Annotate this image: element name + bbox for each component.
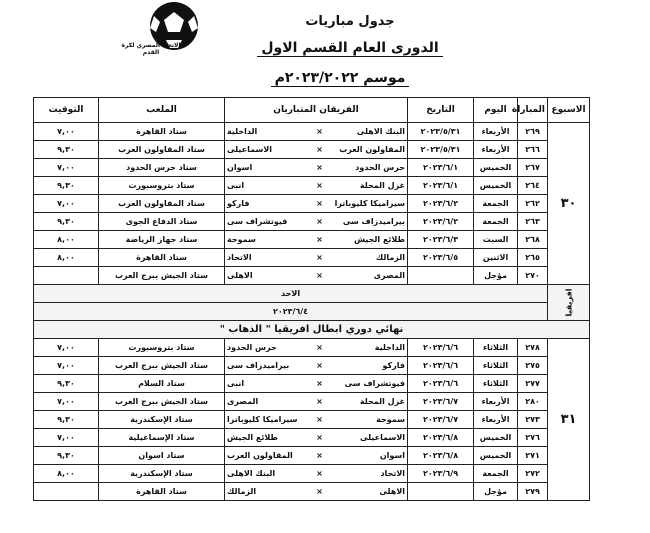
versus-mark: × (312, 231, 328, 249)
team-1: بيراميدزاف سى (328, 213, 408, 231)
match-venue: ستاد جهاز الرياضة (99, 231, 225, 249)
match-time: ٧,٠٠ (34, 339, 99, 357)
versus-mark: × (312, 339, 328, 357)
versus-mark: × (312, 483, 328, 501)
table-row (34, 267, 590, 285)
versus-mark: × (312, 249, 328, 267)
match-day: الخميس (474, 159, 518, 177)
team-2: المصرى (225, 393, 312, 411)
match-time: ٧,٠٠ (34, 123, 99, 141)
team-2: المقاولون العرب (225, 447, 312, 465)
match-date: ٢٠٢٣/٦/٧ (408, 393, 474, 411)
match-date: ٢٠٢٣/٦/٧ (408, 411, 474, 429)
table-row (34, 231, 590, 249)
subtitle-text: الدورى العام القسم الاول (257, 40, 442, 57)
week-31-group (34, 339, 590, 501)
africa-row-day (34, 285, 590, 303)
team-1: الاتحاد (328, 465, 408, 483)
team-2: طلائع الجيش (225, 429, 312, 447)
match-date: ٢٠٢٣/٦/٢ (408, 195, 474, 213)
match-time (34, 483, 99, 501)
versus-mark: × (312, 195, 328, 213)
team-2: فاركو (225, 195, 312, 213)
match-time: ٩,٣٠ (34, 141, 99, 159)
match-time: ٩,٣٠ (34, 375, 99, 393)
versus-mark: × (312, 177, 328, 195)
versus-mark: × (312, 159, 328, 177)
versus-mark: × (312, 411, 328, 429)
team-2: فيوتشراف سى (225, 213, 312, 231)
match-number: ٢٧٢ (518, 465, 548, 483)
match-date: ٢٠٢٣/٦/٦ (408, 339, 474, 357)
match-time: ٨,٠٠ (34, 231, 99, 249)
team-2: حرس الحدود (225, 339, 312, 357)
africa-row-date (34, 303, 590, 321)
match-date: ٢٠٢٣/٦/٢ (408, 213, 474, 231)
table-row (34, 447, 590, 465)
team-2: الاهلى (225, 267, 312, 285)
match-time: ٨,٠٠ (34, 249, 99, 267)
team-2: سيراميكا كليوباترا (225, 411, 312, 429)
africa-event: نهائي دوري ابطال افريقيا " الذهاب " (34, 321, 590, 339)
table-row (34, 339, 590, 357)
table-row (34, 357, 590, 375)
team-1: الاهلى (328, 483, 408, 501)
match-time: ٨,٠٠ (34, 465, 99, 483)
africa-week-label: افريقيا (564, 288, 574, 317)
team-1: غزل المحلة (328, 177, 408, 195)
match-date (408, 267, 474, 285)
match-day: الخميس (474, 177, 518, 195)
versus-mark: × (312, 393, 328, 411)
match-time: ٩,٣٠ (34, 447, 99, 465)
match-date: ٢٠٢٣/٦/٦ (408, 357, 474, 375)
team-2: الزمالك (225, 483, 312, 501)
versus-mark: × (312, 357, 328, 375)
match-day: الجمعة (474, 195, 518, 213)
page-title (50, 14, 650, 29)
match-date: ٢٠٢٣/٦/٨ (408, 429, 474, 447)
header-teams: الفريقان المتباريان (225, 98, 408, 123)
match-day: الأربعاء (474, 393, 518, 411)
match-day: الثلاثاء (474, 357, 518, 375)
match-venue: ستاد الإسماعيلية (99, 429, 225, 447)
match-venue: ستاد حرس الحدود (99, 159, 225, 177)
match-venue: ستاد المقاولون العرب (99, 141, 225, 159)
week-number: ٣٠ (548, 123, 590, 285)
match-number: ٢٦٣ (518, 213, 548, 231)
logo-text: الاتحاد المصري لكرة القدم (121, 42, 181, 56)
team-2: بيراميدزاف سى (225, 357, 312, 375)
table-row (34, 411, 590, 429)
table-row (34, 465, 590, 483)
team-1: فاركو (328, 357, 408, 375)
header-venue: الملعب (99, 98, 225, 123)
versus-mark: × (312, 447, 328, 465)
match-number: ٢٦٥ (518, 249, 548, 267)
africa-row-event (34, 321, 590, 339)
title-text: جدول مباريات (305, 14, 395, 29)
match-date: ٢٠٢٣/٦/٩ (408, 465, 474, 483)
versus-mark: × (312, 429, 328, 447)
header-match: المباراة (518, 98, 548, 123)
versus-mark: × (312, 267, 328, 285)
match-venue: ستاد القاهرة (99, 483, 225, 501)
match-time: ٧,٠٠ (34, 357, 99, 375)
versus-mark: × (312, 213, 328, 231)
team-1: البنك الاهلى (328, 123, 408, 141)
team-1: طلائع الجيش (328, 231, 408, 249)
header-date: التاريخ (408, 98, 474, 123)
team-2: البنك الاهلى (225, 465, 312, 483)
match-time: ٧,٠٠ (34, 429, 99, 447)
team-2: الاتحاد (225, 249, 312, 267)
match-day: الجمعة (474, 465, 518, 483)
team-1: سموحة (328, 411, 408, 429)
match-date: ٢٠٢٣/٦/١ (408, 177, 474, 195)
match-number: ٢٧١ (518, 447, 548, 465)
table-row (34, 159, 590, 177)
match-number: ٢٦٧ (518, 159, 548, 177)
match-day: مؤجل (474, 267, 518, 285)
match-number: ٢٦٩ (518, 123, 548, 141)
match-number: ٢٦٨ (518, 231, 548, 249)
match-day: الجمعة (474, 213, 518, 231)
season-text: موسم ٢٠٢٣/٢٠٢٢م (271, 70, 410, 87)
match-venue: ستاد الدفاع الجوى (99, 213, 225, 231)
team-1: المقاولون العرب (328, 141, 408, 159)
table-row (34, 195, 590, 213)
team-2: انبى (225, 177, 312, 195)
match-venue: ستاد السلام (99, 375, 225, 393)
africa-week-cell (548, 285, 590, 321)
match-number: ٢٧٣ (518, 411, 548, 429)
match-venue: ستاد بتروسبورت (99, 177, 225, 195)
versus-mark: × (312, 375, 328, 393)
match-time: ٩,٣٠ (34, 411, 99, 429)
team-1: غزل المحلة (328, 393, 408, 411)
match-time (34, 267, 99, 285)
week-number: ٣١ (548, 339, 590, 501)
match-number: ٢٦٦ (518, 141, 548, 159)
match-venue: ستاد اسوان (99, 447, 225, 465)
versus-mark: × (312, 465, 328, 483)
versus-mark: × (312, 141, 328, 159)
table-row (34, 141, 590, 159)
team-1: سيراميكا كليوباترا (328, 195, 408, 213)
match-venue: ستاد الجيش ببرج العرب (99, 357, 225, 375)
match-number: ٢٧٩ (518, 483, 548, 501)
match-day: الثلاثاء (474, 375, 518, 393)
team-1: الداخلية (328, 339, 408, 357)
match-time: ٧,٠٠ (34, 159, 99, 177)
match-venue: ستاد بتروسبورت (99, 339, 225, 357)
match-date: ٢٠٢٣/٦/٨ (408, 447, 474, 465)
match-venue: ستاد الجيش ببرج العرب (99, 393, 225, 411)
match-time: ٧,٠٠ (34, 195, 99, 213)
header-time: التوقيت (34, 98, 99, 123)
match-date: ٢٠٢٣/٦/٣ (408, 231, 474, 249)
team-1: اسوان (328, 447, 408, 465)
match-venue: ستاد القاهرة (99, 249, 225, 267)
match-number: ٢٧٨ (518, 339, 548, 357)
match-venue: ستاد المقاولون العرب (99, 195, 225, 213)
table-header-row (34, 98, 590, 123)
match-time: ٩,٣٠ (34, 213, 99, 231)
match-venue: ستاد القاهرة (99, 123, 225, 141)
team-1: فيوتشراف سى (328, 375, 408, 393)
team-2: اسوان (225, 159, 312, 177)
match-day: مؤجل (474, 483, 518, 501)
table-row (34, 213, 590, 231)
match-day: الأربعاء (474, 123, 518, 141)
match-date: ٢٠٢٣/٦/٥ (408, 249, 474, 267)
fixtures-table (33, 97, 590, 501)
match-number: ٢٧٧ (518, 375, 548, 393)
team-1: حرس الحدود (328, 159, 408, 177)
match-date (408, 483, 474, 501)
match-date: ٢٠٢٣/٦/١ (408, 159, 474, 177)
match-date: ٢٠٢٣/٦/٦ (408, 375, 474, 393)
africa-date: ٢٠٢٣/٦/٤ (34, 303, 548, 321)
match-number: ٢٧٠ (518, 267, 548, 285)
header-week: الاسبوع (548, 98, 590, 123)
match-day: الثلاثاء (474, 339, 518, 357)
table-row (34, 177, 590, 195)
match-venue: ستاد الجيش ببرج العرب (99, 267, 225, 285)
match-number: ٢٧٦ (518, 429, 548, 447)
match-day: الأربعاء (474, 411, 518, 429)
match-day: الخميس (474, 447, 518, 465)
table-row (34, 393, 590, 411)
table-row (34, 429, 590, 447)
match-day: السبت (474, 231, 518, 249)
table-row (34, 123, 590, 141)
season-title (40, 70, 640, 86)
table-row (34, 483, 590, 501)
match-time: ٧,٠٠ (34, 393, 99, 411)
match-day: الخميس (474, 429, 518, 447)
match-time: ٩,٣٠ (34, 177, 99, 195)
match-number: ٢٨٠ (518, 393, 548, 411)
match-day: الأربعاء (474, 141, 518, 159)
versus-mark: × (312, 123, 328, 141)
team-2: انبى (225, 375, 312, 393)
team-2: الاسماعيلى (225, 141, 312, 159)
team-1: الاسماعيلى (328, 429, 408, 447)
match-date: ٢٠٢٣/٥/٣١ (408, 123, 474, 141)
match-date: ٢٠٢٣/٥/٣١ (408, 141, 474, 159)
match-day: الاثنين (474, 249, 518, 267)
header-day: اليوم (474, 98, 518, 123)
match-number: ٢٦٢ (518, 195, 548, 213)
match-number: ٢٦٤ (518, 177, 548, 195)
team-1: الزمالك (328, 249, 408, 267)
team-2: الداخلية (225, 123, 312, 141)
table-row (34, 375, 590, 393)
page-subtitle (50, 40, 650, 56)
match-venue: ستاد الإسكندرية (99, 465, 225, 483)
week-30-group (34, 123, 590, 285)
match-number: ٢٧٥ (518, 357, 548, 375)
team-2: سموحة (225, 231, 312, 249)
africa-group (34, 285, 590, 339)
match-venue: ستاد الإسكندرية (99, 411, 225, 429)
team-1: المصرى (328, 267, 408, 285)
africa-day: الاحد (34, 285, 548, 303)
table-row (34, 249, 590, 267)
